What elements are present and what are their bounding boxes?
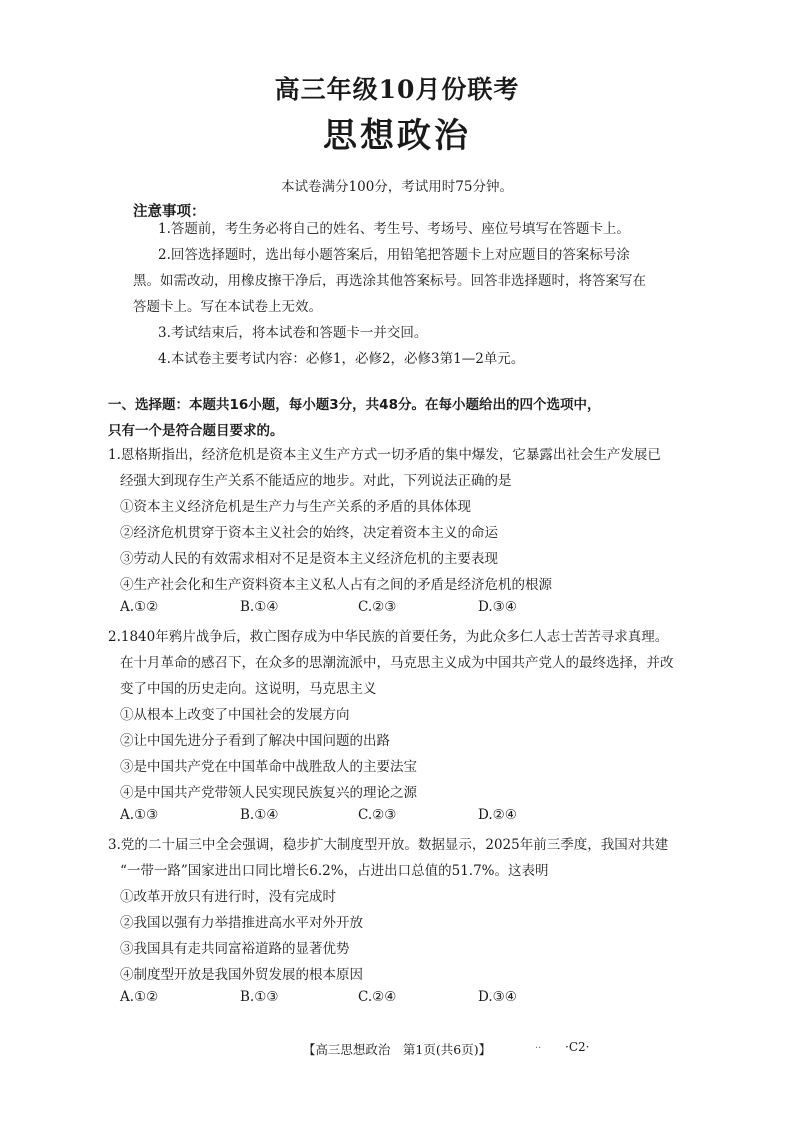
note-item: 答题卡上。写在本试卷上无效。 [133, 299, 322, 315]
note-item: 黑。如需改动，用橡皮擦干净后，再选涂其他答案标号。回答非选择题时，将答案写在 [133, 273, 646, 289]
note-item: 3.考试结束后，将本试卷和答题卡一并交回。 [158, 325, 428, 341]
question-stem-line: 2.1840年鸦片战争后，救亡图存成为中华民族的首要任务，为此众多仁人志士苦苦寻求真理。 [108, 629, 669, 645]
answer-option: B.①③ [240, 989, 279, 1005]
answer-option: B.①④ [240, 599, 279, 615]
question-stem-line: 变了中国的历史走向。这说明，马克思主义 [120, 681, 377, 697]
question-stem-line: 3.党的二十届三中全会强调，稳步扩大制度型开放。数据显示，2025年前三季度，我国对共建 [108, 837, 669, 853]
notes-heading: 注意事项： [133, 204, 206, 220]
statement: ①资本主义经济危机是生产力与生产关系的矛盾的具体体现 [120, 499, 471, 515]
footer-dots: .. [535, 1040, 542, 1051]
section-heading: 一、选择题：本题共16小题，每小题3分，共48分。在每小题给出的四个选项中，只有一个是符合题目要求的。 [108, 397, 601, 439]
question-stem-line: “一带一路”国家进出口同比增长6.2%，占进出口总值的51.7%。这表明 [120, 863, 549, 879]
statement: ②经济危机贯穿于资本主义社会的始终，决定着资本主义的命运 [120, 525, 498, 541]
statement: ④制度型开放是我国外贸发展的根本原因 [120, 967, 363, 983]
note-item: 1.答题前，考生务必将自己的姓名、考生号、考场号、座位号填写在答题卡上。 [158, 221, 630, 237]
note-item: 4.本试卷主要考试内容：必修1，必修2，必修3第1—2单元。 [158, 351, 525, 367]
question-stem-line: 1.恩格斯指出，经济危机是资本主义生产方式一切矛盾的集中爆发，它暴露出社会生产发展已 [108, 447, 661, 463]
statement: ③是中国共产党在中国革命中战胜敌人的主要法宝 [120, 759, 417, 775]
exam-title: 高三年级10月份联考 [274, 75, 520, 104]
statement: ②我国以强有力举措推进高水平对外开放 [120, 915, 363, 931]
answer-option: D.③④ [478, 599, 517, 615]
statement: ③我国具有走共同富裕道路的显著优势 [120, 941, 350, 957]
note-item: 2.回答选择题时，选出每小题答案后，用铅笔把答题卡上对应题目的答案标号涂 [158, 247, 630, 263]
answer-option: C.②③ [358, 599, 397, 615]
statement: ③劳动人民的有效需求相对不足是资本主义经济危机的主要表现 [120, 551, 498, 567]
answer-option: A.①② [120, 599, 159, 615]
statement: ④生产社会化和生产资料资本主义私人占有之间的矛盾是经济危机的根源 [120, 577, 552, 593]
exam-info: 本试卷满分100分，考试用时75分钟。 [281, 179, 513, 195]
answer-option: B.①④ [240, 807, 279, 823]
answer-option: C.②④ [358, 989, 397, 1005]
statement: ①从根本上改变了中国社会的发展方向 [120, 707, 350, 723]
subject-title: 思想政治 [323, 116, 471, 156]
answer-option: A.①② [120, 989, 159, 1005]
footer-code: ·C2· [565, 1040, 590, 1054]
question-stem-line: 在十月革命的感召下，在众多的思潮流派中，马克思主义成为中国共产党人的最终选择，并改 [120, 655, 674, 671]
statement: ④是中国共产党带领人民实现民族复兴的理论之源 [120, 785, 417, 801]
statement: ①改革开放只有进行时，没有完成时 [120, 889, 336, 905]
question-stem-line: 经强大到现存生产关系不能适应的地步。对此，下列说法正确的是 [120, 473, 512, 489]
page-footer: 【高三思想政治 第1页(共6页)】 [302, 1042, 492, 1057]
answer-option: D.②④ [478, 807, 517, 823]
answer-option: C.②③ [358, 807, 397, 823]
answer-option: A.①③ [120, 807, 159, 823]
answer-option: D.③④ [478, 989, 517, 1005]
statement: ②让中国先进分子看到了解决中国问题的出路 [120, 733, 390, 749]
